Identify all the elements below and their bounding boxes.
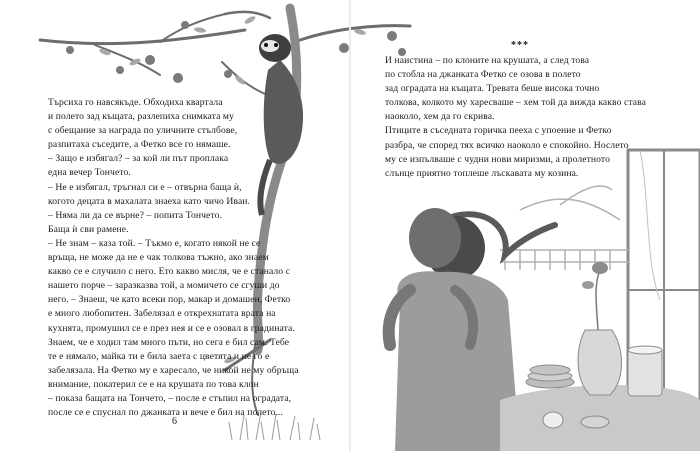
text-line: те е нямало, майка ти е била заета с цветята и не го е [48, 350, 270, 362]
text-line: кухнята, промушил се е през нея и се е озовал в градината. [48, 322, 295, 334]
text-line: разпитаха съседите, а Фетко все го нямаше. [48, 139, 231, 151]
text-line: – Няма ли да се върне? – попита Тончето. [48, 209, 222, 221]
text-line: – Не знам – каза той. – Тъкмо е, когато някой не се [48, 237, 261, 249]
text-line: толкова, колкото му харесваше – хем той да вижда какво става [385, 97, 646, 109]
text-line: внимание, покатерил се е на крушата по това клон [48, 378, 259, 390]
text-line: и полето зад къщата, разлепиха снимката му [48, 111, 234, 123]
text-line: И наистина – по клоните на крушата, а след това [385, 55, 590, 66]
right-page-text [385, 54, 675, 181]
text-line: връща, не може да не е чак толкова тъжно, ако знаем [48, 252, 269, 264]
text-line: разбра, че според тях всичко наоколо е спокойно. Нослето [385, 139, 629, 151]
text-line: слънце приятно топлеше лъскавата му козина. [385, 167, 579, 179]
text-line: какво се е случило с него. Ето какво мисля, че е станало с [48, 266, 291, 278]
background-scene [500, 186, 630, 270]
text-line: Търсиха го навсякъде. Обходиха квартала [48, 97, 223, 108]
text-line: когото децата в махалата знаеха като чичо Иван. [48, 195, 251, 207]
text-line: забелязала. На Фетко му е харесало, че никой не му обръща [48, 364, 299, 376]
text-line: него. – Знаеш, че като всеки пор, макар и домашен, Фетко [48, 294, 291, 306]
book-gutter [349, 0, 351, 451]
text-line: наоколо, хем да го скрива. [385, 111, 495, 123]
text-line: с обещание за награда по уличните стълбове, [48, 125, 238, 137]
text-line: – Не е избягал, тръгнал си е – отвърна баща ѝ, [48, 181, 242, 193]
text-line: – показа бащата на Тончето, – после е стъпил на оградата, [48, 392, 292, 404]
text-line: Птиците в съседната горичка пееха с упоение и Фетко [385, 125, 612, 137]
text-line: зад оградата на къщата. Тревата беше висока точно [385, 83, 600, 95]
text-line: после се е спуснал по джанката и вече е бил на полето... [48, 407, 284, 419]
page-number: 6 [172, 416, 177, 427]
text-line: Знаем, че е ходил там много пъти, но сега е бил сам. Тебе [48, 336, 290, 348]
text-line: една вечер Тончето. [48, 167, 131, 179]
text-line: Баща ѝ сви рамене. [48, 223, 129, 235]
left-page-text [48, 96, 310, 420]
text-line: нашето порче – заразказва той, а момичето се сгуши до [48, 280, 280, 292]
text-line: по стобла на джанката Фетко се озова в полето [385, 69, 581, 81]
text-line: – Защо е избягал? – за кой ли път проплака [48, 153, 229, 165]
text-line: му се изпълваше с чудни нови миризми, а пролетното [385, 153, 610, 165]
section-separator: *** [511, 40, 529, 51]
text-line: е много любопитен. Забелязал е открехнатата врата на [48, 308, 276, 320]
